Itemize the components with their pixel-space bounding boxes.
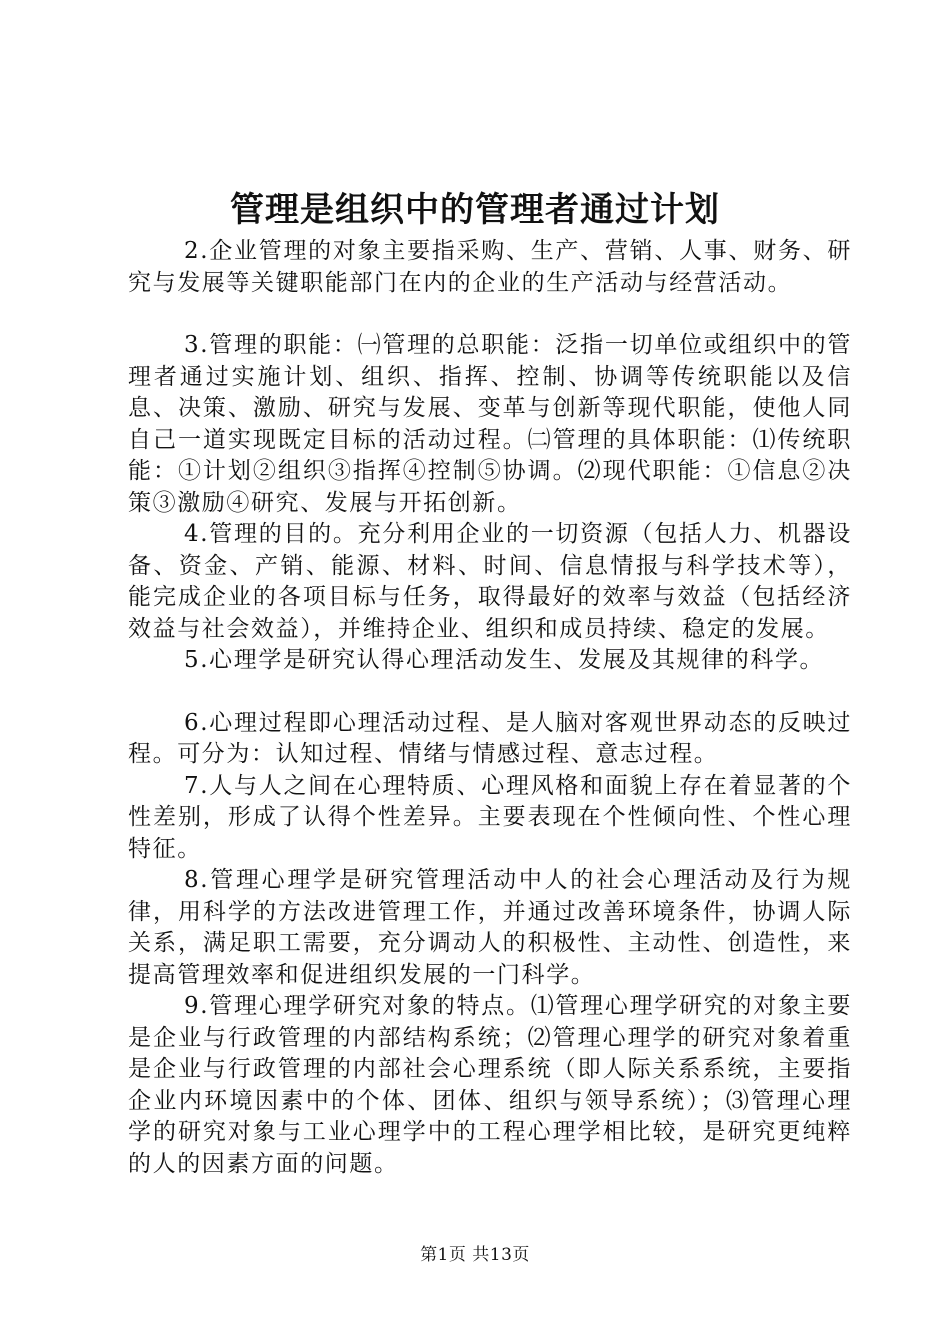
document-body: [128, 236, 852, 1180]
page-number-footer: 第1页 共13页: [420, 1245, 530, 1265]
document-title: 管理是组织中的管理者通过计划: [230, 190, 720, 230]
paragraph-7: 7.人与人之间在心理特质、心理风格和面貌上存在着显著的个性差别，形成了认得个性差异。主要表现在个性倾向性、个性心理特征。: [128, 772, 852, 862]
paragraph-8: 8.管理心理学是研究管理活动中人的社会心理活动及行为规律，用科学的方法改进管理工作，并通过改善环境条件，协调人际关系，满足职工需要，充分调动人的积极性、主动性、创造性，来提高管理效率和促进组织发展的一门科学。: [128, 867, 852, 988]
paragraph-9: 9.管理心理学研究对象的特点。⑴管理心理学研究的对象主要是企业与行政管理的内部结构系统；⑵管理心理学的研究对象着重是企业与行政管理的内部社会心理系统（即人际关系系统，主要指企业内环境因素中的个体、团体、组织与领导系统）；⑶管理心理学的研究对象与工业心理学中的工程心理学相比较，是研究更纯粹的人的因素方面的问题。: [128, 993, 852, 1177]
paragraph-5: 5.心理学是研究认得心理活动发生、发展及其规律的科学。: [184, 647, 825, 673]
paragraph-3: 3.管理的职能：㈠管理的总职能：泛指一切单位或组织中的管理者通过实施计划、组织、指挥、控制、协调等传统职能以及信息、决策、激励、研究与发展、变革与创新等现代职能，使他人同自己一道实现既定目标的活动过程。㈡管理的具体职能：⑴传统职能：①计划②组织③指挥④控制⑤协调。⑵现代职能：①信息②决策③激励④研究、发展与开拓创新。: [128, 332, 852, 516]
paragraph-6: 6.心理过程即心理活动过程、是人脑对客观世界动态的反映过程。可分为：认知过程、情绪与情感过程、意志过程。: [128, 709, 852, 767]
paragraph-2: 2.企业管理的对象主要指采购、生产、营销、人事、财务、研究与发展等关键职能部门在内的企业的生产活动与经营活动。: [128, 238, 852, 296]
paragraph-4: 4.管理的目的。充分利用企业的一切资源（包括人力、机器设备、资金、产销、能源、材料、时间、信息情报与科学技术等），能完成企业的各项目标与任务，取得最好的效率与效益（包括经济效益与社会效益），并维持企业、组织和成员持续、稳定的发展。: [128, 521, 852, 642]
